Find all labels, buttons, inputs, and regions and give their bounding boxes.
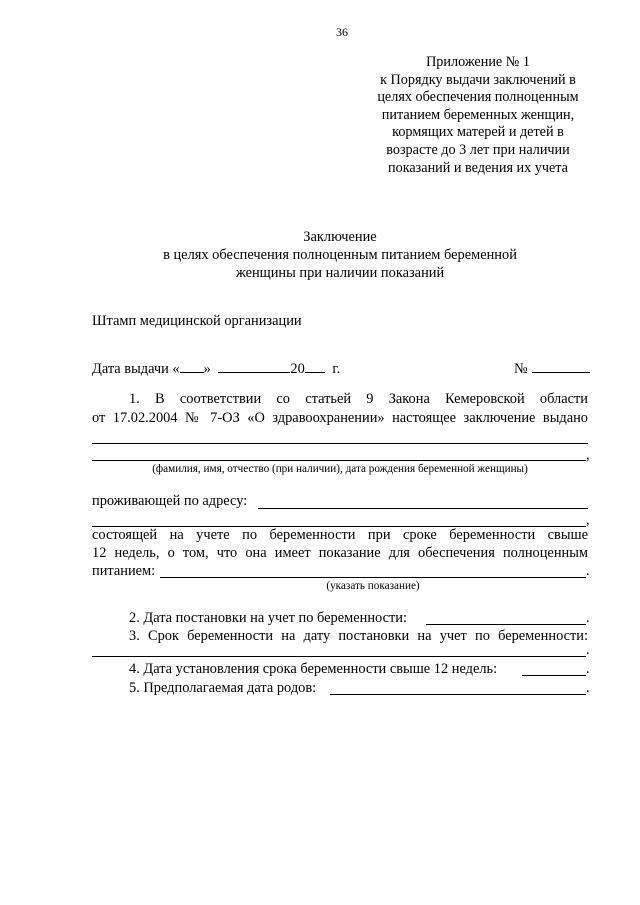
item5-label: 5. Предполагаемая дата родов: [129, 680, 317, 696]
issue-number [514, 360, 590, 378]
fio-caption: (фамилия, имя, отчество (при наличии), дата рождения беременной женщины) [152, 463, 528, 475]
year-suffix: г. [332, 361, 341, 377]
fio-line-1[interactable] [92, 443, 588, 444]
title-line: Заключение [303, 229, 377, 245]
appendix-line: целях обеспечения полноценным [377, 89, 579, 106]
para1-indication: 12 недель, о том, что она имеет показание для обеспечения полноценным [92, 545, 588, 561]
appendix-line: к Порядку выдачи заключений в [380, 71, 576, 88]
item2-period: . [586, 610, 590, 626]
item4-line[interactable] [522, 675, 586, 676]
item3-period: . [586, 642, 590, 658]
appendix-block [372, 54, 584, 177]
number-field[interactable] [532, 360, 590, 373]
stamp-label: Штамп медицинской организации [92, 313, 302, 329]
appendix-line: питанием беременных женщин, [381, 106, 575, 123]
fio-line-2[interactable] [92, 460, 586, 461]
year-prefix: 20 [290, 361, 305, 377]
item2-line[interactable] [426, 624, 586, 625]
address-label: проживающей по адресу: [92, 493, 248, 509]
nutrition-label: питанием: [92, 563, 156, 579]
item2-label: 2. Дата постановки на учет по беременности: [129, 610, 407, 626]
indication-period: . [586, 563, 590, 579]
address-line-1[interactable] [258, 508, 588, 509]
appendix-line: Приложение № 1 [426, 54, 530, 70]
month-field[interactable] [218, 360, 290, 373]
year-field[interactable] [305, 360, 325, 373]
item5-period: . [586, 680, 590, 696]
page-number: 36 [336, 25, 348, 39]
para1-registered: состоящей на учете по беременности при сроке беременности свыше [92, 527, 588, 543]
fio-comma: , [586, 447, 590, 463]
appendix-line: кормящих матерей и детей в [392, 124, 564, 141]
item3-label: 3. Срок беременности на дату постановки на учет по беременности: [129, 628, 588, 644]
item4-label: 4. Дата установления срока беременности свыше 12 недель: [129, 661, 498, 677]
appendix-line: возрасте до 3 лет при наличии [386, 141, 570, 158]
indication-line[interactable] [160, 577, 586, 578]
appendix-line: показаний и ведения их учета [388, 159, 568, 176]
indication-caption: (указать показание) [326, 580, 420, 592]
day-field[interactable] [180, 360, 204, 373]
title-line: женщины при наличии показаний [235, 265, 445, 281]
address-comma: , [586, 512, 590, 528]
title-line: в целях обеспечения полноценным питанием беременной [163, 247, 517, 263]
issue-date [92, 360, 340, 378]
item5-line[interactable] [330, 694, 586, 695]
issue-date-quote-close: » [203, 361, 211, 377]
issue-date-prefix: Дата выдачи « [92, 361, 180, 377]
number-label: № [514, 361, 528, 377]
item4-period: . [586, 661, 590, 677]
document-title [92, 228, 588, 282]
item3-line[interactable] [92, 656, 586, 657]
para1-line2: от 17.02.2004 № 7-ОЗ «О здравоохранении» настоящее заключение выдано [92, 410, 588, 426]
para1-line1: 1. В соответствии со статьей 9 Закона Кемеровской области [129, 391, 588, 407]
